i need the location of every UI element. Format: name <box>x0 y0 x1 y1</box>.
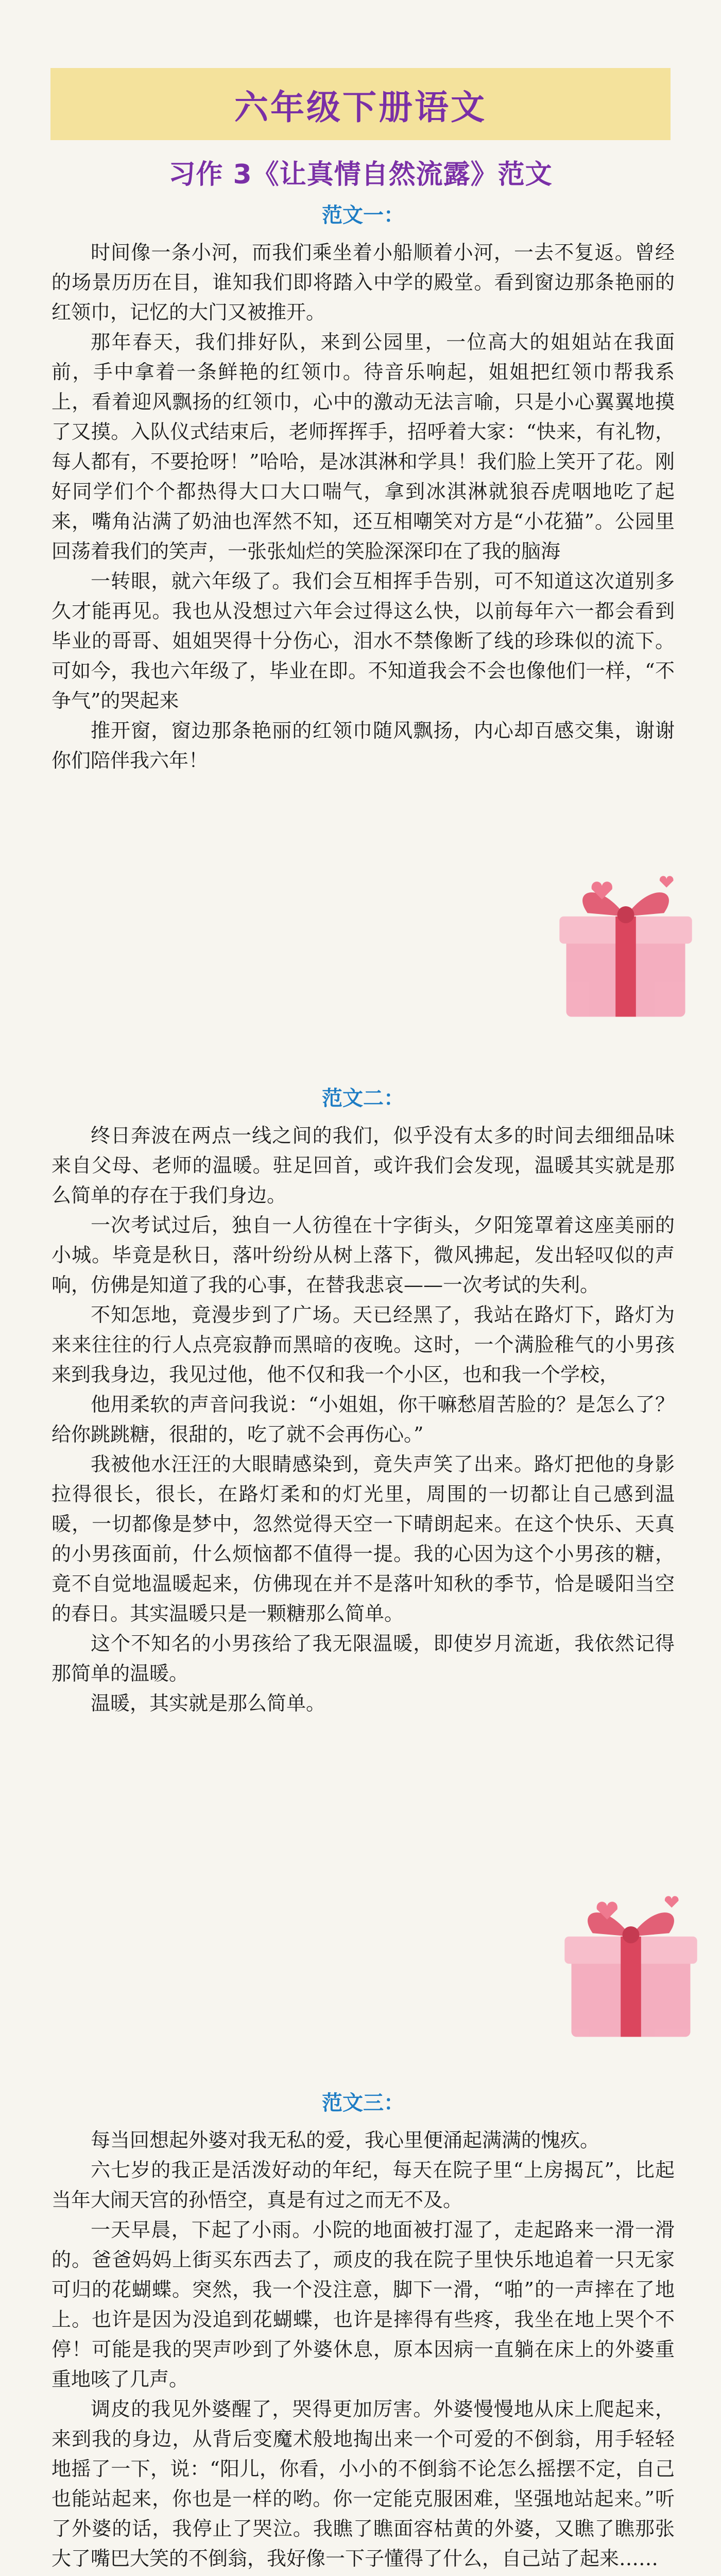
essay-2 <box>52 1082 675 1718</box>
paragraph: 不知怎地，竟漫步到了广场。天已经黑了，我站在路灯下，路灯为来来往往的行人点亮寂静而黑暗的夜晚。这时，一个满脸稚气的小男孩来到我身边，我见过他，他不仅和我一个小区，也和我一个学校， <box>52 1303 675 1386</box>
page-subtitle: 习作 3《让真情自然流露》范文 <box>168 159 553 190</box>
essay-title: 范文一： <box>322 204 404 227</box>
paragraph: 一天早晨，下起了小雨。小院的地面被打湿了，走起路来一滑一滑的。爸爸妈妈上街买东西去了，顽皮的我在院子里快乐地追着一只无家可归的花蝴蝶。突然，我一个没注意，脚下一滑，“啪”的一声摔在了地上。也许是因为没追到花蝴蝶，也许是摔得有些疼，我坐在地上哭个不停！可能是我的哭声吵到了外婆休息，原本因病一直躺在床上的外婆重重地咳了几声。 <box>52 2218 675 2391</box>
essay-1 <box>52 199 675 775</box>
paragraph: 他用柔软的声音问我说：“小姐姐，你干嘛愁眉苦脸的？是怎么了？给你跳跳糖，很甜的，吃了就不会再伤心。” <box>52 1393 675 1446</box>
paragraph: 一次考试过后，独自一人彷徨在十字街头，夕阳笼罩着这座美丽的小城。毕竟是秋日，落叶纷纷从树上落下，微风拂起，发出轻叹似的声响，仿佛是知道了我的心事，在替我悲哀——一次考试的失利。 <box>52 1214 675 1296</box>
paragraph: 终日奔波在两点一线之间的我们，似乎没有太多的时间去细细品味来自父母、老师的温暖。驻足回首，或许我们会发现，温暖其实就是那么简单的存在于我们身边。 <box>52 1124 675 1207</box>
paragraph: 我被他水汪汪的大眼睛感染到，竟失声笑了出来。路灯把他的身影拉得很长，很长，在路灯柔和的灯光里，周围的一切都让自己感到温暖，一切都像是梦中，忽然觉得天空一下晴朗起来。在这个快乐、天真的小男孩面前，什么烦恼都不值得一提。我的心因为这个小男孩的糖，竟不自觉地温暖起来，仿佛现在并不是落叶知秋的季节，恰是暖阳当空的春日。其实温暖只是一颗糖那么简单。 <box>52 1453 675 1625</box>
essay-title: 范文二： <box>322 1087 404 1110</box>
gift-box-icon <box>541 855 711 1025</box>
paragraph: 时间像一条小河，而我们乘坐着小船顺着小河，一去不复返。曾经的场景历历在目，谁知我们即将踏入中学的殿堂。看到窗边那条艳丽的红领巾，记忆的大门又被推开。 <box>52 241 675 324</box>
page-title: 六年级下册语文 <box>234 87 487 127</box>
paragraph: 每当回想起外婆对我无私的爱，我心里便涌起满满的愧疚。 <box>91 2129 600 2151</box>
paragraph: 调皮的我见外婆醒了，哭得更加厉害。外婆慢慢地从床上爬起来，来到我的身边，从背后变魔术般地掏出来一个可爱的不倒翁，用手轻轻地摇了一下，说：“阳儿，你看，小小的不倒翁不论怎么摇摆不定，自己也能站起来，你也是一样的哟。你一定能克服困难，坚强地站起来。”听了外婆的话，我停止了哭泣。我瞧了瞧面容枯黄的外婆，又瞧了瞧那张大了嘴巴大笑的不倒翁，我好像一下子懂得了什么，自己站了起来…… <box>52 2398 675 2570</box>
paragraph <box>52 2573 675 2576</box>
paragraph: 六七岁的我正是活泼好动的年纪，每天在院子里“上房揭瓦”，比起当年大闹天宫的孙悟空，真是有过之而无不及。 <box>52 2159 675 2211</box>
gift-box-icon <box>546 1875 716 2045</box>
essay-3 <box>52 2087 675 2576</box>
paragraph: 那年春天，我们排好队，来到公园里，一位高大的姐姐站在我面前，手中拿着一条鲜艳的红领巾。待音乐响起，姐姐把红领巾帮我系上，看着迎风飘扬的红领巾，心中的激动无法言喻，只是小心翼翼地摸了又摸。入队仪式结束后，老师挥挥手，招呼着大家：“快来，有礼物，每人都有，不要抢呀！”哈哈，是冰淇淋和学具！我们脸上笑开了花。刚好同学们个个都热得大口大口喘气，拿到冰淇淋就狼吞虎咽地吃了起来，嘴角沾满了奶油也浑然不知，还互相嘲笑对方是“小花猫”。公园里回荡着我们的笑声，一张张灿烂的笑脸深深印在了我的脑海 <box>52 331 675 563</box>
title-banner <box>50 68 671 140</box>
essay-title: 范文三： <box>322 2091 404 2115</box>
paragraph: 这个不知名的小男孩给了我无限温暖，即使岁月流逝，我依然记得那简单的温暖。 <box>52 1632 675 1685</box>
paragraph: 推开窗，窗边那条艳丽的红领巾随风飘扬，内心却百感交集，谢谢你们陪伴我六年！ <box>52 719 675 772</box>
paragraph: 一转眼，就六年级了。我们会互相挥手告别，可不知道这次道别多久才能再见。我也从没想过六年会过得这么快，以前每年六一都会看到毕业的哥哥、姐姐哭得十分伤心，泪水不禁像断了线的珍珠似的流下。可如今，我也六年级了，毕业在即。不知道我会不会也像他们一样，“不争气”的哭起来 <box>52 570 675 712</box>
paragraph: 温暖，其实就是那么简单。 <box>91 1692 326 1715</box>
